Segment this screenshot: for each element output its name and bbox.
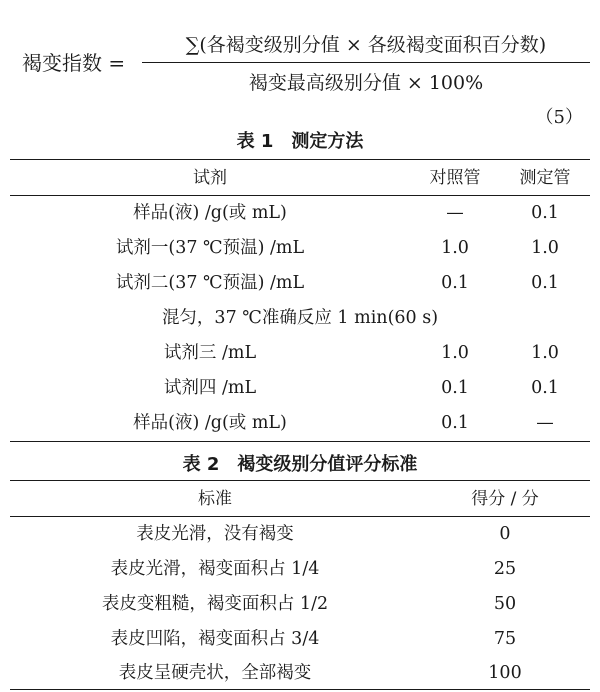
- table1-cell-test: 1.0: [531, 343, 559, 363]
- table1-cell-reagent: 试剂三 /mL: [163, 343, 257, 363]
- table1-bottom-rule: [10, 441, 590, 442]
- table1-cell-test: 0.1: [531, 378, 559, 398]
- formula-lhs: 褐变指数 =: [22, 51, 126, 75]
- table2-cell-score: 25: [493, 559, 517, 579]
- table-row: [10, 231, 590, 265]
- table1-cell-reagent: 试剂二(37 ℃预温) /mL: [115, 273, 305, 293]
- table1-cell-control: 0.1: [441, 378, 469, 398]
- table1-header-control: 对照管: [429, 168, 481, 188]
- table1-header-row: [10, 161, 590, 195]
- table-row: [10, 336, 590, 370]
- table-row: [10, 301, 590, 335]
- table1-cell-reagent: 样品(液) /g(或 mL): [133, 413, 287, 433]
- table1-header-reagent: 试剂: [193, 168, 227, 188]
- equation-number: （5）: [535, 107, 583, 128]
- table1-cell-control: 1.0: [441, 343, 469, 363]
- table2-header-score: 得分 / 分: [471, 489, 539, 509]
- table-row: [10, 587, 590, 621]
- table-row: [10, 656, 590, 690]
- table-row: [10, 371, 590, 405]
- table1-cell-control: 0.1: [441, 273, 469, 293]
- table1-cell-reagent: 试剂四 /mL: [163, 378, 257, 398]
- table2-cell-score: 50: [493, 594, 517, 614]
- table-row: [10, 517, 590, 551]
- table2-cell-standard: 表皮凹陷，褐变面积占 3/4: [110, 629, 320, 649]
- table1-cell-mix-step: 混匀，37 ℃准确反应 1 min(60 s): [161, 308, 439, 328]
- table-row: [10, 196, 590, 230]
- table1-cell-test: 1.0: [531, 238, 559, 258]
- formula-denominator: 褐变最高级别分值 × 100%: [248, 72, 484, 94]
- table2-caption: 表 2 褐变级别分值评分标准: [182, 454, 418, 475]
- table1-cell-reagent: 样品(液) /g(或 mL): [133, 203, 287, 223]
- table2-header-row: [10, 482, 590, 516]
- table1-cell-test: —: [536, 413, 554, 433]
- table2-cell-standard: 表皮光滑，褐变面积占 1/4: [110, 559, 320, 579]
- table2-cell-score: 100: [488, 663, 522, 683]
- table1-cell-test: 0.1: [531, 203, 559, 223]
- table-row: [10, 406, 590, 440]
- table-row: [10, 622, 590, 656]
- table2-cell-standard: 表皮呈硬壳状，全部褐变: [118, 663, 312, 683]
- table1-caption: 表 1 测定方法: [236, 131, 364, 152]
- table2-top-rule: [10, 480, 590, 481]
- table2-cell-score: 0: [499, 524, 511, 544]
- table1-cell-control: —: [446, 203, 464, 223]
- table2-cell-standard: 表皮变粗糙，褐变面积占 1/2: [101, 594, 329, 614]
- fraction-bar: [142, 62, 590, 63]
- table1-header-test: 测定管: [519, 168, 571, 188]
- browning-index-formula: [0, 30, 600, 100]
- table2-header-standard: 标准: [198, 489, 232, 509]
- table1-cell-test: 0.1: [531, 273, 559, 293]
- table1-cell-reagent: 试剂一(37 ℃预温) /mL: [115, 238, 305, 258]
- table1-top-rule: [10, 159, 590, 160]
- table2-cell-standard: 表皮光滑，没有褐变: [136, 524, 294, 544]
- table-row: [10, 266, 590, 300]
- formula-numerator: ∑(各褐变级别分值 × 各级褐变面积百分数): [185, 34, 547, 56]
- table2-bottom-rule: [10, 689, 590, 690]
- table2-cell-score: 75: [493, 629, 517, 649]
- table-row: [10, 552, 590, 586]
- table1-cell-control: 1.0: [441, 238, 469, 258]
- table1-cell-control: 0.1: [441, 413, 469, 433]
